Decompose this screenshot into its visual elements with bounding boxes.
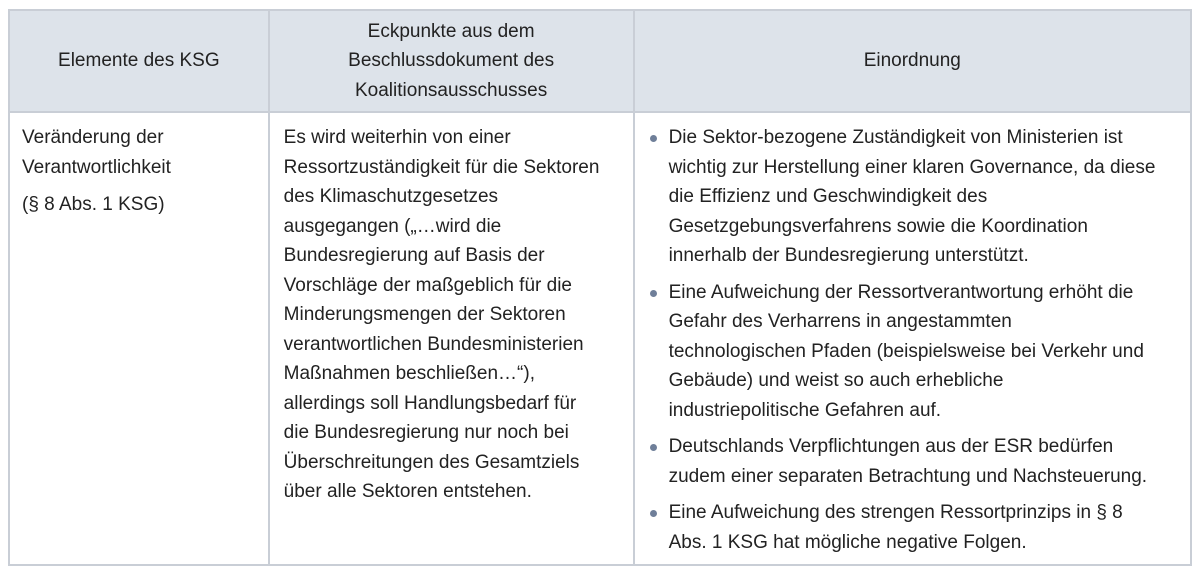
eckpunkte-line: Überschreitungen des Gesamtziels xyxy=(283,451,580,473)
bullet-line: Eine Aufweichung des strengen Ressortprinzips in § 8 xyxy=(668,502,1123,523)
bullet-line: Gefahr des Verharrens in angestammten xyxy=(668,311,1012,332)
bullet-line: zudem einer separaten Betrachtung und Nachsteuerung. xyxy=(668,465,1148,487)
element-line: Verantwortlichkeit xyxy=(22,156,171,178)
eckpunkte-line: des Klimaschutzgesetzes xyxy=(283,186,499,207)
header-eckpunkte xyxy=(269,10,634,112)
eckpunkte-line: Minderungsmengen der Sektoren xyxy=(283,304,566,325)
header-eckpunkte-line: Koalitionsausschusses xyxy=(355,79,548,101)
bullet-line: Die Sektor-bezogene Zuständigkeit von Ministerien ist xyxy=(668,127,1123,148)
bullet-line: Abs. 1 KSG hat mögliche negative Folgen. xyxy=(668,531,1027,553)
bullet-dot-icon xyxy=(650,510,657,517)
table-row xyxy=(9,112,1191,565)
element-line: Veränderung der xyxy=(22,127,164,148)
bullet-item xyxy=(647,498,1178,557)
eckpunkte-line: verantwortlichen Bundesministerien xyxy=(283,333,584,355)
einordnung-bullet-list xyxy=(647,123,1178,557)
header-elemente: Elemente des KSG xyxy=(9,10,269,112)
eckpunkte-line: Vorschläge der maßgeblich für die xyxy=(283,274,572,296)
comparison-table xyxy=(8,9,1192,566)
table-header-row xyxy=(9,10,1191,112)
cell-einordnung xyxy=(634,112,1191,565)
cell-eckpunkte xyxy=(269,112,634,565)
bullet-line: Eine Aufweichung der Ressortverantwortung erhöht die xyxy=(668,281,1134,303)
bullet-dot-icon xyxy=(650,444,657,451)
bullet-line: innerhalb der Bundesregierung unterstützt. xyxy=(668,245,1029,266)
bullet-line: technologischen Pfaden (beispielsweise bei Verkehr und xyxy=(668,340,1144,362)
eckpunkte-line: Maßnahmen beschließen…“), xyxy=(283,363,535,384)
eckpunkte-line: die Bundesregierung nur noch bei xyxy=(283,422,569,443)
header-eckpunkte-line: Beschlussdokument des xyxy=(348,50,555,72)
element-reference: (§ 8 Abs. 1 KSG) xyxy=(22,194,165,215)
eckpunkte-line: Es wird weiterhin von einer xyxy=(283,127,511,148)
bullet-dot-icon xyxy=(650,135,657,142)
bullet-line: Deutschlands Verpflichtungen aus der ESR bedürfen xyxy=(668,436,1114,457)
eckpunkte-line: allerdings soll Handlungsbedarf für xyxy=(283,392,577,414)
bullet-line: industriepolitische Gefahren auf. xyxy=(668,399,942,421)
bullet-line: Gesetzgebungsverfahrens sowie die Koordination xyxy=(668,215,1088,237)
eckpunkte-line: Ressortzuständigkeit für die Sektoren xyxy=(283,156,600,178)
bullet-line: die Effizienz und Geschwindigkeit des xyxy=(668,186,988,207)
bullet-line: Gebäude) und weist so auch erhebliche xyxy=(668,370,1004,391)
header-eckpunkte-line: Eckpunkte aus dem xyxy=(367,20,535,42)
bullet-dot-icon xyxy=(650,290,657,297)
bullet-item xyxy=(647,432,1178,491)
eckpunkte-line: ausgegangen („…wird die xyxy=(283,215,502,237)
header-einordnung: Einordnung xyxy=(634,10,1191,112)
bullet-item xyxy=(647,123,1178,271)
eckpunkte-line: Bundesregierung auf Basis der xyxy=(283,245,545,266)
bullet-line: wichtig zur Herstellung einer klaren Governance, da diese xyxy=(668,156,1156,178)
bullet-item xyxy=(647,278,1178,426)
cell-element xyxy=(9,112,269,565)
comparison-table-wrapper xyxy=(8,9,1192,562)
eckpunkte-line: über alle Sektoren entstehen. xyxy=(283,481,532,502)
